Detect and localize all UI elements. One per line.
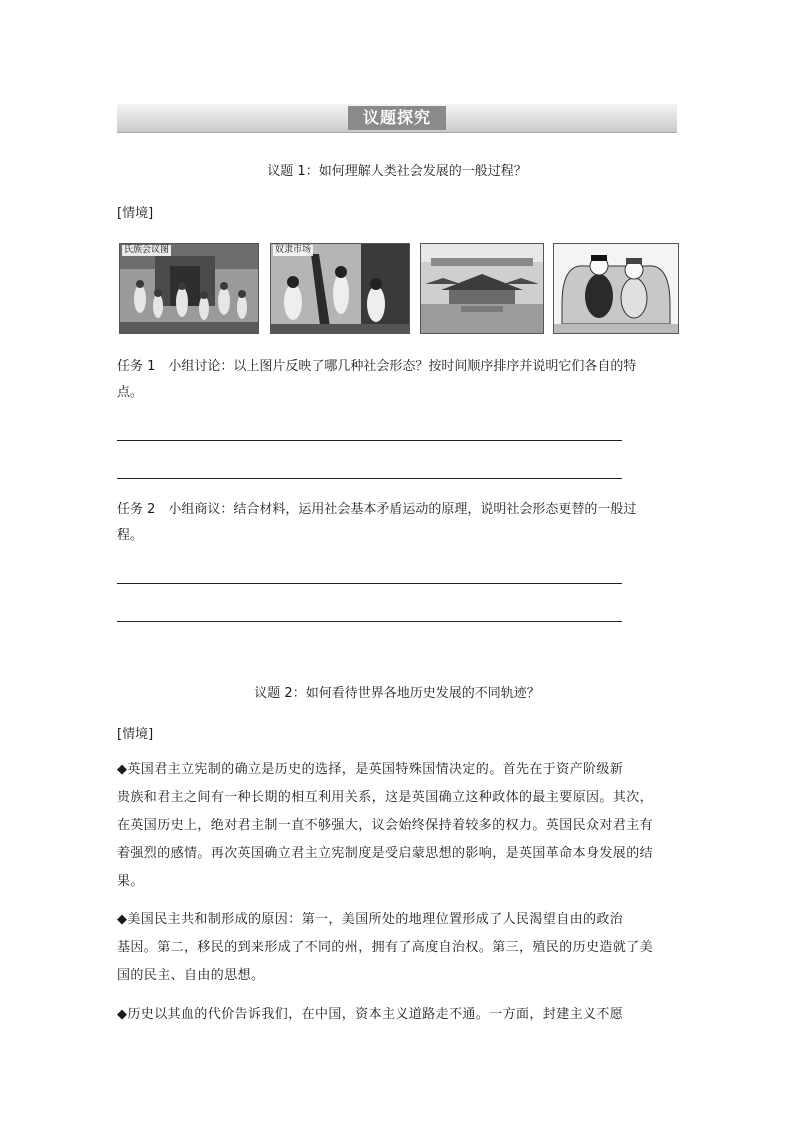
forbidden-city-image: [420, 243, 544, 334]
clan-meeting-image: [119, 243, 259, 334]
paragraph-line: 在英国历史上，绝对君主制一直不够强大，议会始终保持着较多的权力。英国民众对君主有: [117, 818, 654, 833]
capitalist-cartoon-icon: [554, 244, 678, 333]
image-caption: 奴隶市场: [275, 245, 312, 255]
paragraph-line: ◆英国君主立宪制的确立是历史的选择，是英国特殊国情决定的。首先在于资产阶级新: [117, 762, 624, 777]
capitalist-cartoon-image: [553, 243, 679, 334]
slave-market-engraving-icon: [271, 244, 409, 333]
topic1-title: 议题 1：如何理解人类社会发展的一般过程？: [267, 164, 527, 179]
task1-line-2: 点。: [117, 385, 144, 400]
paragraph-line: 国的民主、自由的思想。: [117, 968, 265, 983]
china-paragraph: [117, 1001, 687, 1029]
answer-line: [117, 583, 622, 584]
topic2-title: 议题 2：如何看待世界各地历史发展的不同轨迹？: [254, 686, 540, 701]
topic2-scene-label: [情境]: [117, 727, 154, 742]
task1-line-1: 任务 1 小组讨论：以上图片反映了哪几种社会形态？按时间顺序排序并说明它们各自的特: [117, 359, 637, 374]
slave-market-image: [270, 243, 410, 334]
paragraph-line: 着强烈的感情。再次英国确立君主立宪制度是受启蒙思想的影响，是英国革命本身发展的结: [117, 846, 654, 861]
paragraph-line: 贵族和君主之间有一种长期的相互利用关系，这是英国确立这种政体的最主要原因。其次，: [117, 790, 654, 805]
paragraph-line: 基因。第二，移民的到来形成了不同的州，拥有了高度自治权。第三，殖民的历史造就了美: [117, 940, 654, 955]
us-paragraph: [117, 906, 687, 990]
task1-text: [117, 354, 687, 406]
section-title: 议题探究: [348, 106, 446, 130]
task2-line-2: 程。: [117, 528, 144, 543]
uk-paragraph: [117, 756, 687, 896]
paragraph-line: ◆美国民主共和制形成的原因：第一，美国所处的地理位置形成了人民渴望自由的政治: [117, 912, 624, 927]
answer-line: [117, 440, 622, 441]
clan-meeting-engraving-icon: [120, 244, 258, 333]
paragraph-line: 果。: [117, 874, 144, 889]
task2-line-1: 任务 2 小组商议：结合材料，运用社会基本矛盾运动的原理，说明社会形态更替的一般过: [117, 502, 637, 517]
forbidden-city-photo-icon: [421, 244, 543, 333]
answer-line: [117, 478, 622, 479]
image-caption: 氏族会议图: [124, 245, 170, 255]
topic1-scene-label: [情境]: [117, 206, 154, 221]
task2-text: [117, 497, 687, 549]
section-banner: [117, 104, 677, 133]
answer-line: [117, 621, 622, 622]
paragraph-line: ◆历史以其血的代价告诉我们，在中国，资本主义道路走不通。一方面，封建主义不愿: [117, 1007, 624, 1022]
